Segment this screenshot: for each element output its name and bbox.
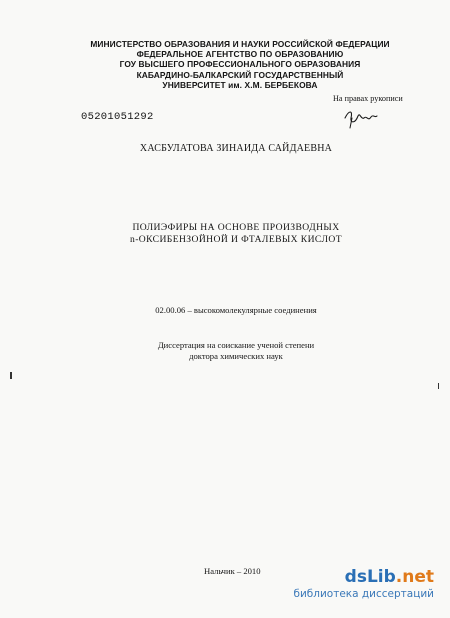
- title-line: n-ОКСИБЕНЗОЙНОЙ И ФТАЛЕВЫХ КИСЛОТ: [130, 233, 342, 245]
- scan-artifact: [10, 372, 12, 379]
- city-and-year: Нальчик – 2010: [204, 566, 261, 576]
- specialty-code: 02.00.06 – высокомолекулярные соединения: [155, 305, 317, 315]
- handwritten-signature: [341, 104, 381, 130]
- ministry-line: ГОУ ВЫСШЕГО ПРОФЕССИОНАЛЬНОГО ОБРАЗОВАНИЯ: [119, 59, 361, 70]
- logo-main: dsLib: [344, 567, 396, 587]
- degree-line: доктора химических наук: [189, 351, 283, 361]
- manuscript-rights-note: На правах рукописи: [333, 94, 403, 103]
- ministry-line: УНИВЕРСИТЕТ им. Х.М. БЕРБЕКОВА: [162, 79, 318, 90]
- author-name: ХАСБУЛАТОВА ЗИНАИДА САЙДАЕВНА: [139, 143, 333, 154]
- ministry-header: [70, 39, 410, 90]
- dslib-watermark[interactable]: [293, 568, 434, 600]
- barcode-number: 05201051292: [81, 111, 154, 123]
- watermark-subtitle: библиотека диссертаций: [293, 588, 434, 600]
- dissertation-title: [86, 222, 386, 245]
- logo-tld: .net: [395, 567, 434, 587]
- degree-line: Диссертация на соискание ученой степени: [157, 340, 315, 350]
- degree-statement: [86, 340, 386, 362]
- ministry-line: ФЕДЕРАЛЬНОЕ АГЕНТСТВО ПО ОБРАЗОВАНИЮ: [136, 49, 344, 60]
- title-line: ПОЛИЭФИРЫ НА ОСНОВЕ ПРОИЗВОДНЫХ: [132, 222, 340, 233]
- dslib-logo: [293, 568, 434, 586]
- scan-artifact: [438, 383, 439, 389]
- ministry-line: МИНИСТЕРСТВО ОБРАЗОВАНИЯ И НАУКИ РОССИЙСКОЙ ФЕДЕРАЦИИ: [90, 39, 390, 49]
- ministry-line: КАБАРДИНО-БАЛКАРСКИЙ ГОСУДАРСТВЕННЫЙ: [136, 69, 344, 80]
